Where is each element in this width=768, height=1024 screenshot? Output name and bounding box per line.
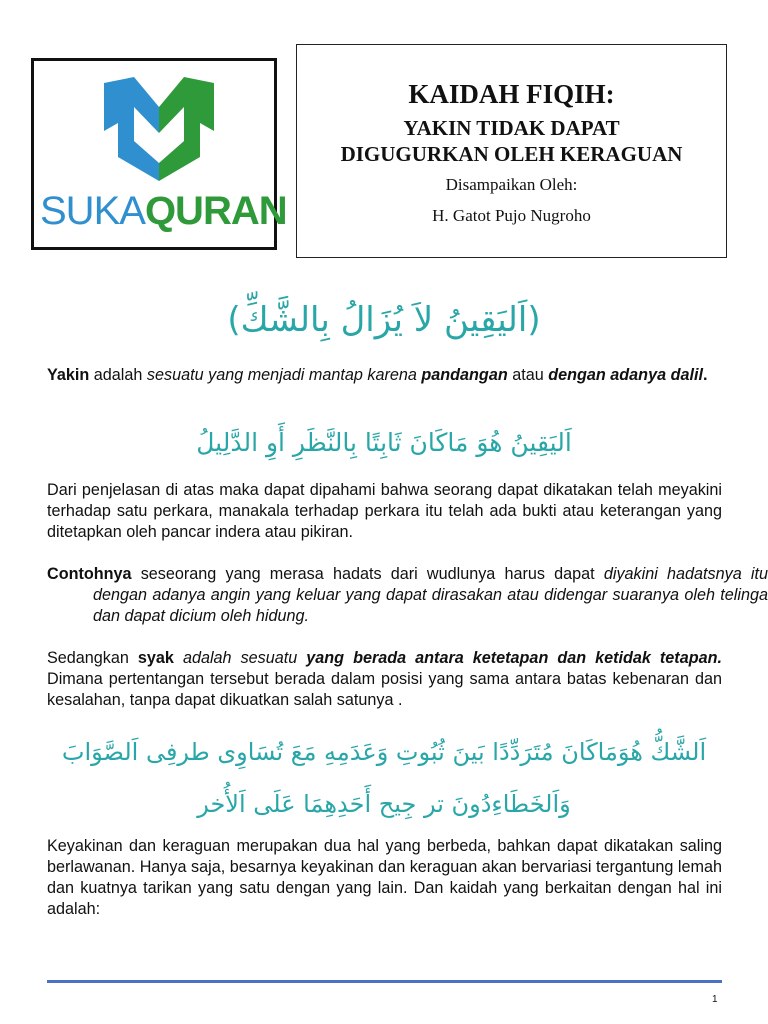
term-contohnya: Contohnya <box>47 565 132 583</box>
example-paragraph <box>47 564 768 627</box>
emphasis-dalil: dengan adanya dalil <box>548 366 703 384</box>
page-number: 1 <box>712 994 718 1005</box>
term-syak: syak <box>137 649 174 667</box>
logo-word-quran: QURAN <box>144 189 287 233</box>
emphasis-span: yang berada antara ketetapan dan ketidak tetapan. <box>306 649 722 667</box>
page-subtitle <box>297 115 726 167</box>
arabic-syak-definition-line-2: وَاَلخَطَاءِدُونَ تر جِيح أَحَدِهِمَا عَلَى اَلأُخر <box>197 790 571 818</box>
text-span: seseorang yang merasa hadats dari wudlunya harus dapat <box>131 565 604 583</box>
conclusion-paragraph: Keyakinan dan keraguan merupakan dua hal yang berbeda, bahkan dapat dikatakan saling berlawanan. Hanya saja, besarnya keyakinan dan keraguan akan bervariasi tergantung lemah dan kuatnya tarikan yang satu dengan yang lain. Dan kaidah yang berkaitan dengan hal ini adalah: <box>47 837 722 918</box>
text-span: atau <box>507 366 549 384</box>
page-title: KAIDAH FIQIH: <box>408 79 615 109</box>
presented-by-label: Disampaikan Oleh: <box>445 175 578 194</box>
yakin-definition-paragraph <box>47 365 722 386</box>
explanation-paragraph: Dari penjelasan di atas maka dapat dipahami bahwa seorang dapat dikatakan telah meyakini terhadap satu perkara, manakala terhadap perkara itu telah ada bukti atau keterangan yang ditetapkan oleh pancar indera atau pikiran. <box>47 481 722 541</box>
syak-definition-paragraph <box>47 648 722 711</box>
emphasis-pandangan: pandangan <box>421 366 508 384</box>
italic-span: sesuatu yang menjadi mantap karena <box>146 366 422 384</box>
subtitle-line-1: YAKIN TIDAK DAPAT <box>403 116 620 140</box>
footer-rule <box>47 980 722 983</box>
text-span: adalah <box>89 366 147 384</box>
sukaquran-logo-icon <box>104 75 214 183</box>
logo-box <box>31 58 287 250</box>
title-box <box>296 44 727 258</box>
arabic-maxim-heading: (اَليَقِينُ لاَ يُزَالُ بِالشَّكِّ) <box>227 300 541 340</box>
period: . <box>702 366 708 384</box>
text-span: Dimana pertentangan tersebut berada dalam posisi yang sama antara batas kebenaran dan kesalahan, tanpa dapat dikuatkan salah satunya . <box>47 670 722 709</box>
arabic-yakin-definition: اَليَقِينُ هُوَ مَاكَانَ ثَابِتًا بِالنَّظَرِ أَوِ الدَّلِيلُ <box>196 428 572 457</box>
term-yakin: Yakin <box>47 366 90 384</box>
author-name: H. Gatot Pujo Nugroho <box>432 206 591 225</box>
subtitle-line-2: DIGUGURKAN OLEH KERAGUAN <box>340 142 683 166</box>
italic-span: adalah sesuatu <box>173 649 307 667</box>
logo-wordmark <box>40 191 287 231</box>
text-span: Sedangkan <box>47 649 138 667</box>
italic-span: diyakini hadatsnya itu dengan adanya angin yang keluar yang dapat dirasakan atau didengar suaranya oleh telinga dan dapat dicium oleh hidung. <box>93 565 768 625</box>
arabic-syak-definition-line-1: اَلشَّكُّ هُوَمَاكَانَ مُتَرَدِّدًا بَينَ ثُبُوتِ وَعَدَمِهِ مَعَ تُسَاوِى طرفِى اَلصَّوَابَ <box>61 738 707 766</box>
logo-word-suka: SUKA <box>40 189 145 233</box>
